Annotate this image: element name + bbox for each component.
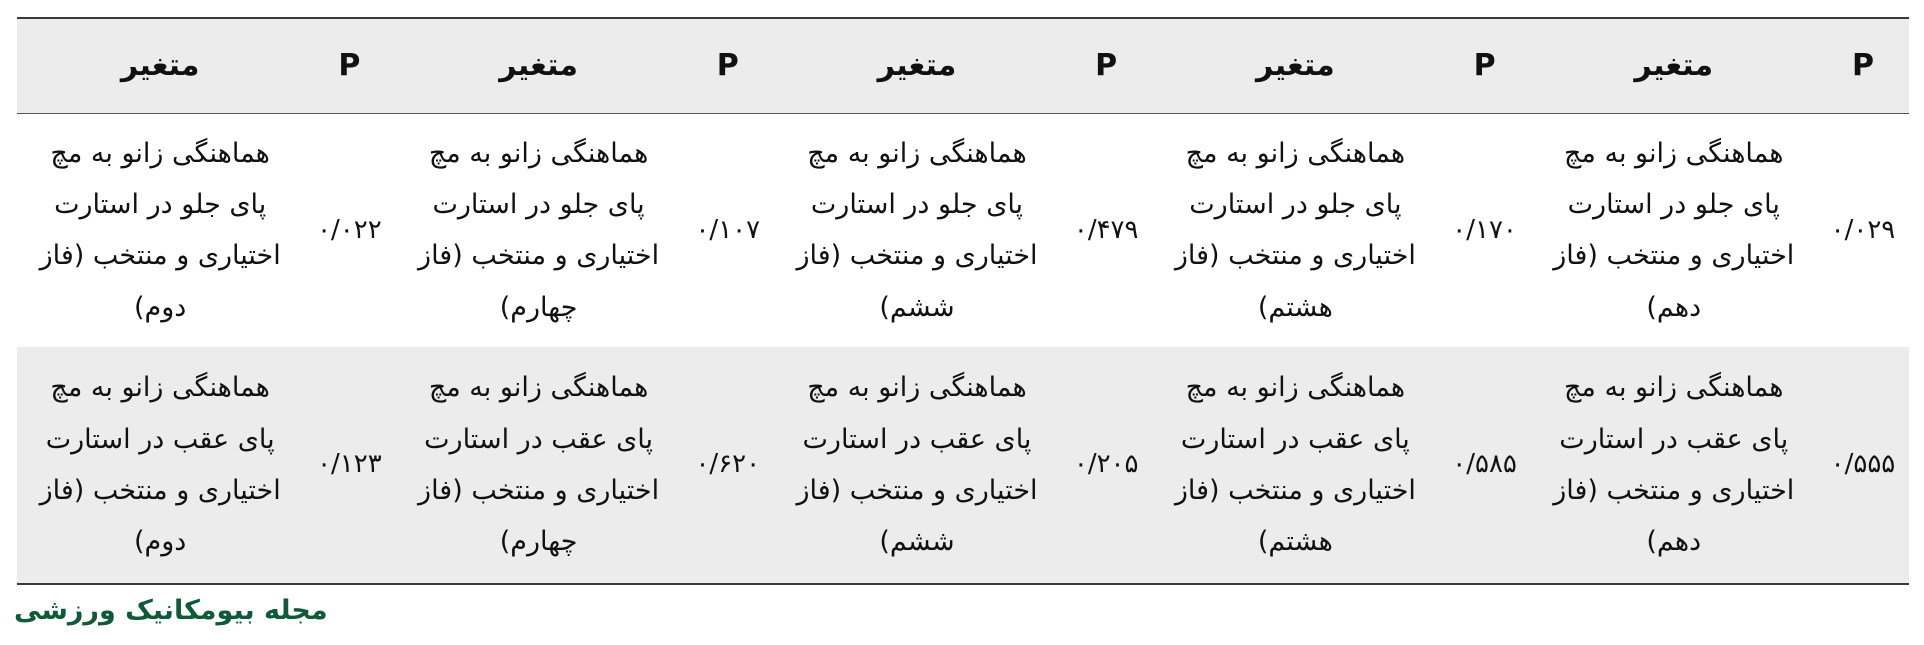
- header-variable: متغیر: [774, 19, 1060, 113]
- variable-cell: [1531, 113, 1817, 347]
- variable-cell: [17, 347, 303, 583]
- table-header-row: [17, 19, 1909, 113]
- variable-cell: [17, 113, 303, 347]
- variable-cell: [774, 347, 1060, 583]
- variable-text: هماهنگی زانو به مچ پای جلو در استارت اختیاری و منتخب (فاز ششم): [796, 137, 1038, 323]
- variable-text: هماهنگی زانو به مچ پای عقب در استارت اختیاری و منتخب (فاز هشتم): [1174, 372, 1416, 558]
- journal-logo: مجله بیومکانیک ورزشی: [14, 595, 328, 626]
- variable-text: هماهنگی زانو به مچ پای عقب در استارت اختیاری و منتخب (فاز دوم): [39, 372, 281, 558]
- table-row: [17, 347, 1909, 583]
- variable-cell: [1152, 113, 1438, 347]
- variable-cell: [395, 113, 681, 347]
- p-value-cell: ۰/۱۰۷: [695, 214, 761, 245]
- variable-text: هماهنگی زانو به مچ پای عقب در استارت اختیاری و منتخب (فاز دهم): [1553, 372, 1795, 558]
- p-value-cell: ۰/۵۸۵: [1452, 449, 1517, 480]
- variable-cell: [774, 113, 1060, 347]
- variable-cell: [1531, 347, 1817, 583]
- p-value-cell: ۰/۱۷۰: [1452, 214, 1517, 245]
- variable-cell: [1152, 347, 1438, 583]
- variable-text: هماهنگی زانو به مچ پای عقب در استارت اختیاری و منتخب (فاز چهارم): [418, 372, 660, 558]
- p-value-cell: ۰/۶۲۰: [695, 449, 761, 480]
- variable-text: هماهنگی زانو به مچ پای عقب در استارت اختیاری و منتخب (فاز ششم): [796, 372, 1038, 558]
- header-p: P: [1439, 19, 1531, 113]
- p-value-cell: ۰/۰۲۲: [317, 214, 382, 245]
- header-p: P: [1060, 19, 1152, 113]
- variable-cell: [395, 347, 681, 583]
- header-variable: متغیر: [395, 19, 681, 113]
- variable-text: هماهنگی زانو به مچ پای جلو در استارت اختیاری و منتخب (فاز دهم): [1553, 137, 1795, 323]
- header-variable: متغیر: [1531, 19, 1817, 113]
- p-value-cell: ۰/۵۵۵: [1830, 449, 1896, 480]
- header-p: P: [303, 19, 395, 113]
- header-variable: متغیر: [1152, 19, 1438, 113]
- p-value-cell: ۰/۰۲۹: [1830, 214, 1896, 245]
- results-table-container: [17, 17, 1909, 585]
- table-row: [17, 113, 1909, 347]
- results-table: [17, 19, 1909, 583]
- p-value-cell: ۰/۲۰۵: [1073, 449, 1139, 480]
- variable-text: هماهنگی زانو به مچ پای جلو در استارت اختیاری و منتخب (فاز هشتم): [1174, 137, 1416, 323]
- p-value-cell: ۰/۴۷۹: [1073, 214, 1139, 245]
- header-p: P: [1817, 19, 1909, 113]
- variable-text: هماهنگی زانو به مچ پای جلو در استارت اختیاری و منتخب (فاز دوم): [39, 137, 281, 323]
- header-variable: متغیر: [17, 19, 303, 113]
- p-value-cell: ۰/۱۲۳: [317, 449, 382, 480]
- header-p: P: [682, 19, 774, 113]
- variable-text: هماهنگی زانو به مچ پای جلو در استارت اختیاری و منتخب (فاز چهارم): [418, 137, 660, 323]
